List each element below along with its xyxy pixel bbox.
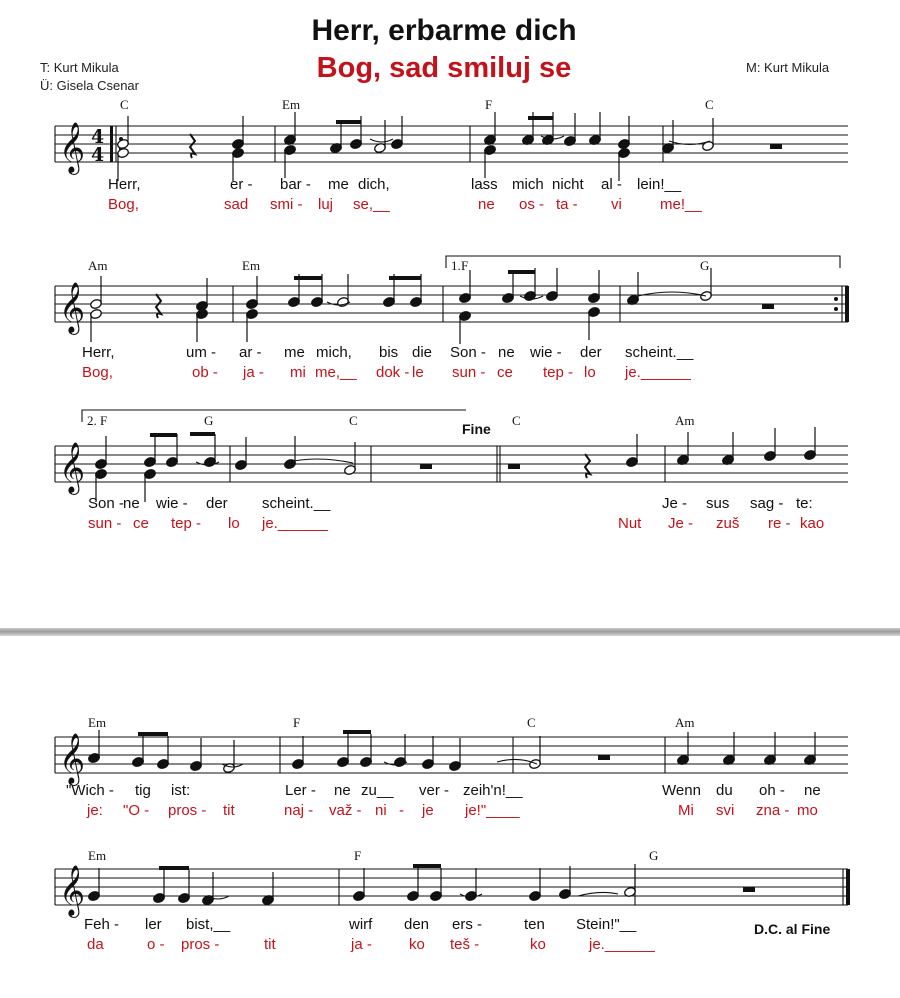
notes bbox=[90, 112, 817, 502]
lyric-syllable: Stein!"__ bbox=[576, 916, 637, 933]
chord-symbol: F bbox=[354, 848, 362, 863]
half-rest bbox=[508, 464, 520, 469]
lyric-syllable: dich, bbox=[358, 176, 390, 193]
half-rest bbox=[598, 755, 610, 760]
lyric-syllable-hr: naj - bbox=[284, 802, 314, 819]
lyric-syllable: lass bbox=[471, 176, 498, 193]
lyric-syllable-hr: sun - bbox=[452, 364, 486, 381]
repeat-dot bbox=[834, 297, 838, 301]
lyric-syllable: ar - bbox=[239, 344, 262, 361]
lyric-syllable-hr: Mi bbox=[678, 802, 694, 819]
lyric-syllable: ler bbox=[145, 916, 162, 933]
repeat-start-barline bbox=[110, 126, 113, 162]
lyric-syllable-hr: pros - bbox=[181, 936, 220, 953]
treble-clef: 𝄞 bbox=[59, 442, 86, 493]
lyric-syllable-hr: pros - bbox=[168, 802, 207, 819]
lyric-syllable-hr: ko bbox=[530, 936, 546, 953]
lyric-syllable: zeih'n!__ bbox=[463, 782, 523, 799]
final-barline bbox=[846, 869, 850, 905]
half-rest bbox=[420, 464, 432, 469]
chord-symbol: F bbox=[100, 413, 108, 428]
lyric-syllable: Feh - bbox=[84, 916, 120, 933]
lyric-syllable: der bbox=[206, 495, 228, 512]
lyric-syllable-hr: ko bbox=[409, 936, 425, 953]
lyric-syllable: du bbox=[716, 782, 733, 799]
lyric-syllable: bis bbox=[379, 344, 399, 361]
lyric-syllable: die bbox=[412, 344, 433, 361]
lyric-syllable: lein!__ bbox=[637, 176, 682, 193]
lyric-syllable-hr: važ - bbox=[329, 802, 362, 819]
staff-lines bbox=[55, 122, 849, 495]
lyric-syllable-hr: tit bbox=[223, 802, 235, 819]
chord-symbol: C bbox=[512, 413, 521, 428]
lyric-syllable-hr: vi bbox=[611, 196, 622, 213]
lyric-syllable: ne bbox=[123, 495, 140, 512]
treble-clef: 𝄞 bbox=[59, 733, 86, 784]
song-title-translation: Bog, sad smiluj se bbox=[316, 52, 572, 84]
lyric-syllable-hr: os - bbox=[519, 196, 545, 213]
lyric-syllable: der bbox=[580, 344, 602, 361]
treble-clef: 𝄞 bbox=[59, 865, 86, 916]
lyric-syllable-hr: ni bbox=[375, 802, 387, 819]
lyricist-credit: T: Kurt Mikula bbox=[40, 60, 119, 75]
lyric-syllable-hr: re - bbox=[768, 515, 791, 532]
fine-marking: Fine bbox=[462, 421, 491, 437]
lyric-syllable: ers - bbox=[452, 916, 482, 933]
note-beam bbox=[150, 433, 177, 437]
lyric-syllable: "Wich - bbox=[66, 782, 114, 799]
lyric-syllable-hr: da bbox=[87, 936, 104, 953]
notation-bottom bbox=[0, 636, 900, 998]
chord-symbol: Em bbox=[282, 97, 301, 112]
lyric-syllable-hr: se,__ bbox=[353, 196, 390, 213]
lyric-syllable-hr: tep - bbox=[171, 515, 202, 532]
lyric-syllable-hr: luj bbox=[318, 196, 334, 213]
lyric-syllable: Son - bbox=[450, 344, 486, 361]
lyric-syllable-hr: ob - bbox=[192, 364, 218, 381]
lyric-syllable: mich, bbox=[316, 344, 352, 361]
lyric-syllable-hr: kao bbox=[800, 515, 825, 532]
chord-symbol: G bbox=[700, 258, 710, 273]
composer-credit: M: Kurt Mikula bbox=[746, 60, 830, 75]
quarter-rest bbox=[190, 134, 195, 158]
note-beam bbox=[138, 732, 168, 736]
lyric-syllable: nicht bbox=[552, 176, 584, 193]
chord-symbol: G bbox=[649, 848, 659, 863]
lyric-syllable-hr: je!"____ bbox=[465, 802, 520, 819]
lyric-syllable: ten bbox=[524, 916, 545, 933]
lyric-syllable: oh - bbox=[759, 782, 785, 799]
note-beam bbox=[413, 864, 441, 868]
dc-al-fine-marking: D.C. al Fine bbox=[754, 921, 831, 937]
lyric-syllable: um - bbox=[186, 344, 216, 361]
lyric-syllable-hr: tit bbox=[264, 936, 276, 953]
lyric-syllable: sag - bbox=[750, 495, 784, 512]
half-rest bbox=[762, 304, 774, 309]
lyric-syllable-hr: ta - bbox=[556, 196, 578, 213]
lyric-syllable: Son - bbox=[88, 495, 124, 512]
lyric-syllable-hr: je bbox=[422, 802, 434, 819]
quarter-rest bbox=[585, 454, 590, 478]
chord-symbol: Em bbox=[242, 258, 261, 273]
lyric-syllable: wirf bbox=[349, 916, 373, 933]
lyric-syllable-hr: sun - bbox=[88, 515, 122, 532]
lyric-syllable: den bbox=[404, 916, 430, 933]
lyric-syllable-hr: mo bbox=[797, 802, 818, 819]
lyric-syllable: Ler - bbox=[285, 782, 316, 799]
note-beam bbox=[389, 276, 421, 280]
lyric-syllable: mich bbox=[512, 176, 544, 193]
lyric-syllable-hr: sad bbox=[224, 196, 249, 213]
lyric-syllable-hr: ja - bbox=[243, 364, 264, 381]
lyric-syllable-hr: Je - bbox=[668, 515, 694, 532]
note-beam bbox=[528, 116, 553, 120]
half-rest bbox=[743, 887, 755, 892]
lyric-syllable: Herr, bbox=[82, 344, 115, 361]
lyric-syllable-hr: zna - bbox=[756, 802, 790, 819]
treble-clef: 𝄞 bbox=[59, 122, 86, 173]
lyric-syllable: Je - bbox=[662, 495, 688, 512]
chord-symbol: Am bbox=[88, 258, 108, 273]
translator-credit: Ü: Gisela Csenar bbox=[40, 78, 139, 93]
lyric-syllable-hr: zuš bbox=[716, 515, 740, 532]
lyric-syllable-hr: lo bbox=[228, 515, 240, 532]
lyric-syllable: bist,__ bbox=[186, 916, 231, 933]
lyric-syllable-hr: me,__ bbox=[315, 364, 357, 381]
lyric-syllable: ne bbox=[498, 344, 515, 361]
note-beam bbox=[343, 730, 371, 734]
lyric-syllable: scheint.__ bbox=[625, 344, 694, 361]
chord-symbol: Em bbox=[88, 848, 107, 863]
lyric-syllable: ne bbox=[804, 782, 821, 799]
lyric-syllable: scheint.__ bbox=[262, 495, 331, 512]
lyric-syllable: Wenn bbox=[662, 782, 701, 799]
chord-symbol: G bbox=[204, 413, 214, 428]
lyric-syllable: tig bbox=[135, 782, 151, 799]
chord-symbol: C bbox=[705, 97, 714, 112]
note-beam bbox=[336, 120, 361, 124]
lyric-syllable: zu__ bbox=[361, 782, 394, 799]
lyric-syllable: me bbox=[328, 176, 349, 193]
treble-clef: 𝄞 bbox=[59, 282, 86, 333]
lyric-syllable-hr: - bbox=[399, 802, 404, 819]
lyric-syllable-hr: Bog, bbox=[108, 196, 139, 213]
lyric-syllable-hr: lo bbox=[584, 364, 596, 381]
lyric-syllable-hr: ne bbox=[478, 196, 495, 213]
chord-symbol: C bbox=[120, 97, 129, 112]
lyric-syllable: ist: bbox=[171, 782, 191, 799]
lyric-syllable-hr: svi bbox=[716, 802, 735, 819]
chord-symbol: F bbox=[293, 715, 301, 730]
note-beam bbox=[294, 276, 322, 280]
lyric-syllable-hr: Bog, bbox=[82, 364, 113, 381]
lyric-syllable-hr: le bbox=[412, 364, 424, 381]
lyric-syllable-hr: ja - bbox=[351, 936, 372, 953]
lyric-syllable-hr: Nut bbox=[618, 515, 642, 532]
song-title: Herr, erbarme dich bbox=[311, 14, 577, 47]
time-signature-top: 4 bbox=[91, 126, 105, 148]
chord-symbol: Am bbox=[675, 715, 695, 730]
lyric-syllable-hr: me!__ bbox=[660, 196, 702, 213]
chord-symbol: Em bbox=[88, 715, 107, 730]
lyric-syllable: al - bbox=[601, 176, 622, 193]
lyric-syllable-hr: je.______ bbox=[589, 936, 655, 953]
time-signature-bottom: 4 bbox=[91, 144, 105, 166]
note-beam bbox=[190, 432, 215, 436]
lyric-syllable-hr: teš - bbox=[450, 936, 480, 953]
lyric-syllable-hr: smi - bbox=[270, 196, 303, 213]
lyric-syllable-hr: ce bbox=[497, 364, 513, 381]
lyric-syllable: sus bbox=[706, 495, 730, 512]
sheet-page-2 bbox=[0, 636, 900, 998]
repeat-dot bbox=[834, 307, 838, 311]
chord-symbol: Am bbox=[675, 413, 695, 428]
note-beam bbox=[508, 270, 535, 274]
lyric-syllable: Herr, bbox=[108, 176, 141, 193]
half-rest bbox=[770, 144, 782, 149]
lyric-syllable-hr: tep - bbox=[543, 364, 574, 381]
lyric-syllable-hr: o - bbox=[147, 936, 165, 953]
chord-symbol: C bbox=[349, 413, 358, 428]
lyric-syllable: ne bbox=[334, 782, 351, 799]
chord-symbol: F bbox=[485, 97, 493, 112]
repeat-barline bbox=[845, 286, 849, 322]
note-beam bbox=[159, 866, 189, 870]
lyric-syllable: me bbox=[284, 344, 305, 361]
chord-symbol: F bbox=[461, 258, 469, 273]
lyric-syllable-hr: je.______ bbox=[625, 364, 691, 381]
lyric-syllable-hr: ce bbox=[133, 515, 149, 532]
lyric-syllable: bar - bbox=[280, 176, 311, 193]
lyric-syllable: te: bbox=[796, 495, 813, 512]
volta-label: 1. bbox=[451, 258, 461, 273]
lyric-syllable-hr: "O - bbox=[123, 802, 150, 819]
lyric-syllable-hr: je.______ bbox=[262, 515, 328, 532]
lyric-syllable-hr: dok - bbox=[376, 364, 410, 381]
notes bbox=[88, 730, 817, 906]
lyric-syllable-hr: je: bbox=[87, 802, 103, 819]
lyric-syllable: ver - bbox=[419, 782, 449, 799]
lyric-syllable: er - bbox=[230, 176, 253, 193]
lyric-syllable: wie - bbox=[156, 495, 188, 512]
lyric-syllable-hr: mi bbox=[290, 364, 306, 381]
chord-symbol: C bbox=[527, 715, 536, 730]
page-separator bbox=[0, 628, 900, 636]
lyric-syllable: wie - bbox=[530, 344, 562, 361]
volta-label: 2. bbox=[87, 413, 97, 428]
quarter-rest bbox=[156, 294, 161, 318]
